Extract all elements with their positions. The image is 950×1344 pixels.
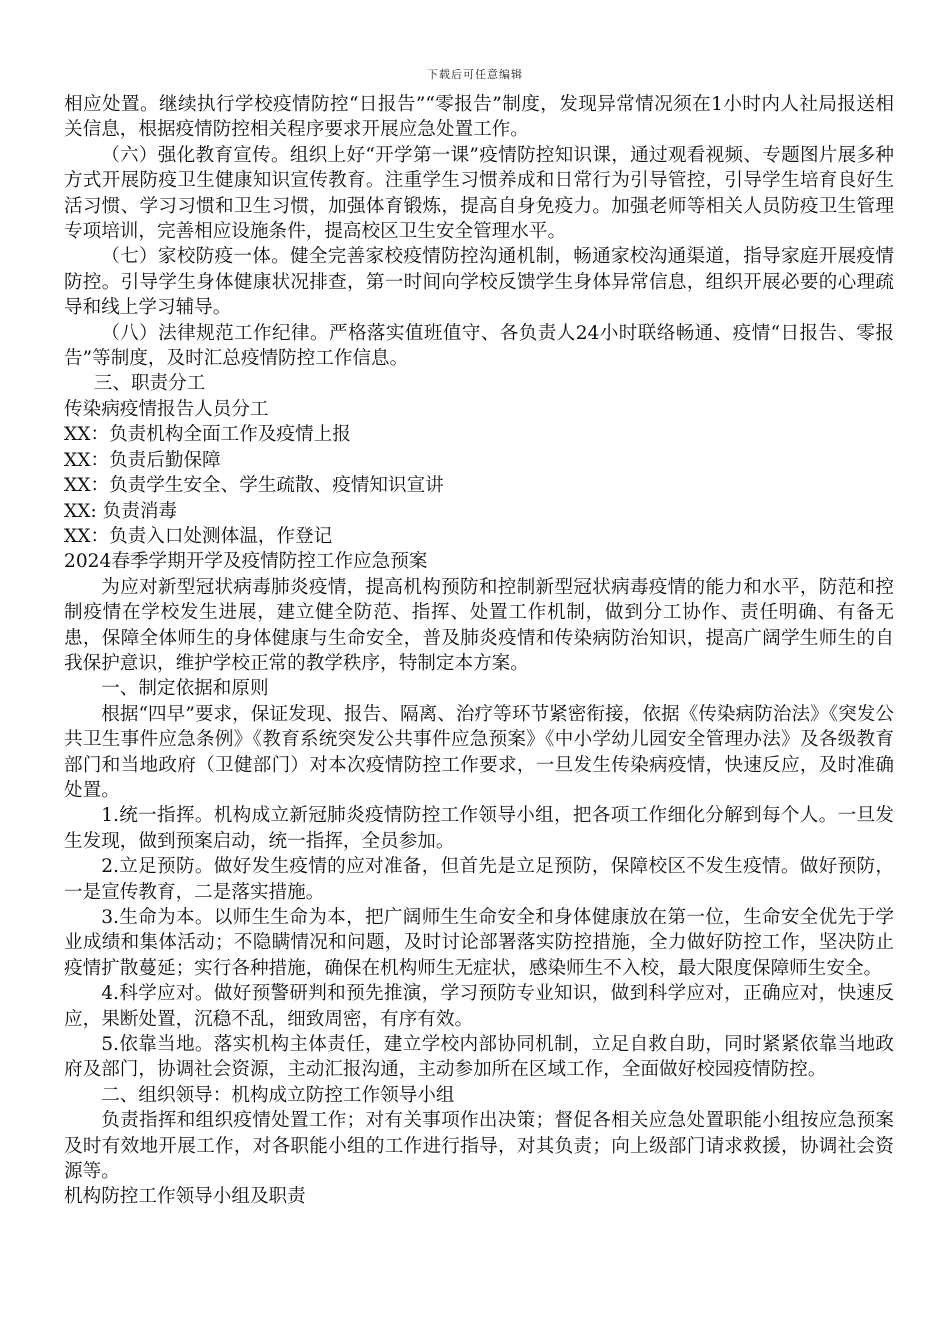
paragraph: XX：负责入口处测体温，作登记 <box>64 525 333 547</box>
paragraph: 2.立足预防。做好发生疫情的应对准备，但首先是立足预防，保障校区不发生疫情。做好预防，一是宣传教育，二是落实措施。 <box>64 856 894 903</box>
paragraph: 2024春季学期开学及疫情防控工作应急预案 <box>64 551 428 573</box>
paragraph: （七）家校防疫一体。健全完善家校疫情防控沟通机制，畅通家校沟通渠道，指导家庭开展疫情防控。引导学生身体健康状况排查，第一时间向学校反馈学生身体异常信息，组织开展必要的心理疏导和线上学习辅导。 <box>64 246 894 319</box>
paragraph: 负责指挥和组织疫情处置工作；对有关事项作出决策；督促各相关应急处置职能小组按应急预案及时有效地开展工作，对各职能小组的工作进行指导，对其负责；向上级部门请求救援，协调社会资源等。 <box>64 1110 894 1183</box>
paragraph: 一、制定依据和原则 <box>101 678 269 700</box>
paragraph: 4.科学应对。做好预警研判和预先推演，学习预防专业知识，做到科学应对，正确应对，快速反应，果断处置，沉稳不乱，细致周密，有序有效。 <box>64 983 894 1030</box>
paragraph: XX：负责后勤保障 <box>64 449 221 471</box>
paragraph: XX: 负责消毒 <box>64 500 178 522</box>
paragraph: 1.统一指挥。机构成立新冠肺炎疫情防控工作领导小组，把各项工作细化分解到每个人。一旦发生发现，做到预案启动，统一指挥，全员参加。 <box>64 805 894 852</box>
paragraph: 三、职责分工 <box>93 373 206 395</box>
paragraph: 机构防控工作领导小组及职责 <box>64 1186 306 1208</box>
paragraph: XX：负责学生安全、学生疏散、疫情知识宣讲 <box>64 475 444 497</box>
paragraph: 二、组织领导：机构成立防控工作领导小组 <box>101 1084 455 1106</box>
paragraph: 5.依靠当地。落实机构主体责任，建立学校内部协同机制，立足自救自助，同时紧紧依靠当地政府及部门，协调社会资源，主动汇报沟通，主动参加所在区域工作，全面做好校园疫情防控。 <box>64 1034 894 1081</box>
paragraph: （六）强化教育宣传。组织上好“开学第一课”疫情防控知识课，通过观看视频、专题图片展多种方式开展防疫卫生健康知识宣传教育。注重学生习惯养成和日常行为引导管控，引导学生培育良好生活习惯、学习习惯和卫生习惯，加强体育锻炼，提高自身免疫力。加强老师等相关人员防疫卫生管理专项培训，完善相应设施条件，提高校区卫生安全管理水平。 <box>64 144 894 243</box>
paragraph: 3.生命为本。以师生生命为本，把广阔师生生命安全和身体健康放在第一位，生命安全优先于学业成绩和集体活动；不隐瞒情况和问题，及时讨论部署落实防控措施，全力做好防控工作，坚决防止疫情扩散蔓延；实行各种措施，确保在机构师生无症状，感染师生不入校，最大限度保障师生安全。 <box>64 907 894 979</box>
paragraph: XX：负责机构全面工作及疫情上报 <box>64 424 351 446</box>
paragraph: （八）法律规范工作纪律。严格落实值班值守、各负责人24小时联络畅通、疫情“日报告、零报告”等制度，及时汇总疫情防控工作信息。 <box>64 322 894 370</box>
document-body <box>64 92 894 1210</box>
paragraph: 根据“四早”要求，保证发现、报告、隔离、治疗等环节紧密衔接，依据《传染病防治法》《突发公共卫生事件应急条例》《教育系统突发公共事件应急预案》《中小学幼儿园安全管理办法》及各级教育部门和当地政府（卫健部门）对本次疫情防控工作要求，一旦发生传染病疫情，快速反应，及时准确处置。 <box>64 703 894 801</box>
paragraph: 相应处置。继续执行学校疫情防控“日报告”“零报告”制度，发现异常情况须在1小时内人社局报送相关信息，根据疫情防控相关程序要求开展应急处置工作。 <box>64 94 894 141</box>
page-header: 下载后可任意编辑 <box>427 68 523 81</box>
paragraph: 为应对新型冠状病毒肺炎疫情，提高机构预防和控制新型冠状病毒疫情的能力和水平，防范和控制疫情在学校发生进展，建立健全防范、指挥、处置工作机制，做到分工协作、责任明确、有备无患，保障全体师生的身体健康与生命安全，普及肺炎疫情和传染病防治知识，提高广阔学生师生的自我保护意识，维护学校正常的教学秩序，特制定本方案。 <box>64 576 894 674</box>
paragraph: 传染病疫情报告人员分工 <box>64 398 269 420</box>
